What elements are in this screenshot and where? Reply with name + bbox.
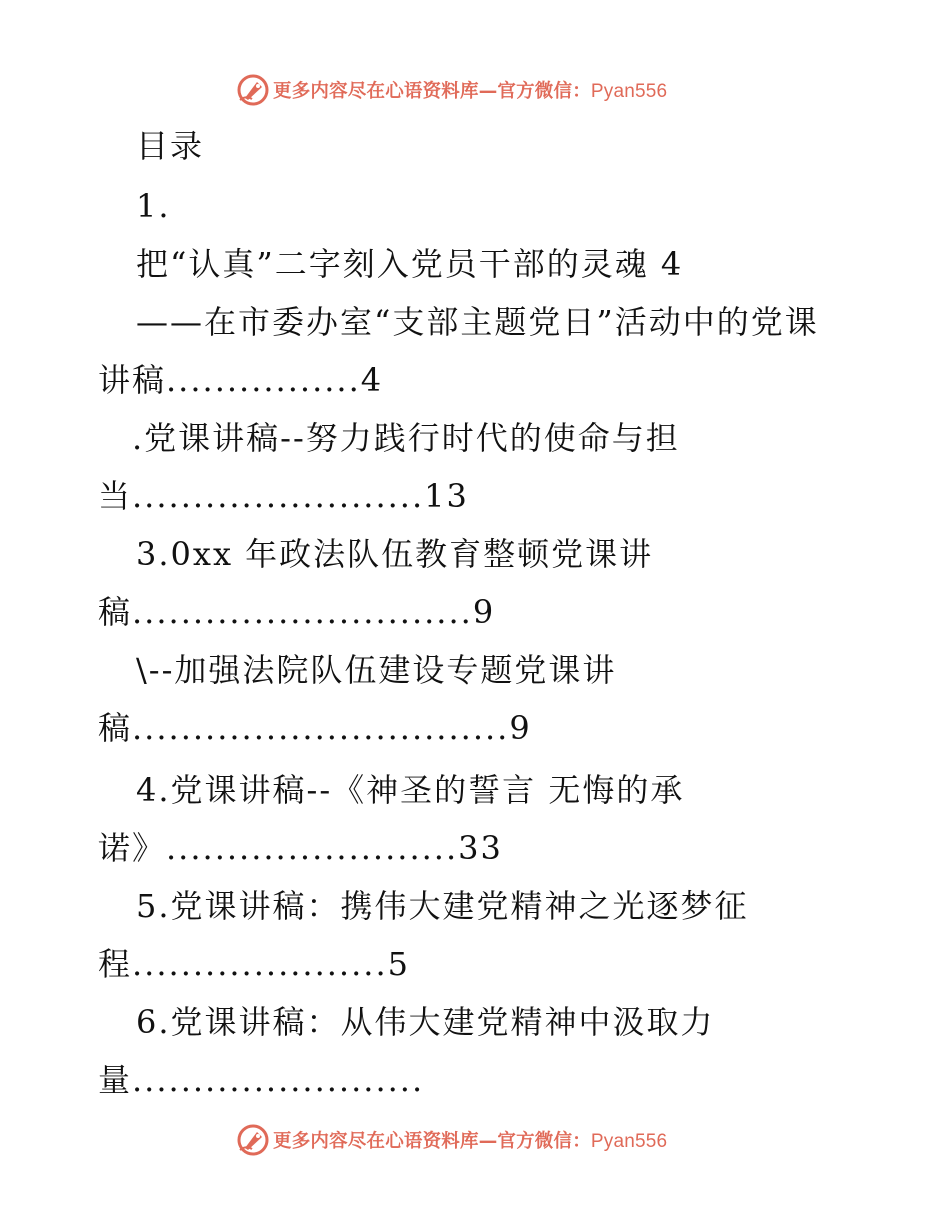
toc-line: 讲稿................4 [98,361,384,399]
toc-line: 程.....................5 [98,945,410,983]
toc-heading: 目录 [136,127,205,165]
toc-line: 稿...............................9 [98,709,532,747]
toc-line: .党课讲稿--努力践行时代的使命与担 [132,419,680,457]
pen-nib-circle-logo-icon [236,1123,270,1157]
watermark-text [273,1127,667,1153]
toc-line: 6.党课讲稿：从伟大建党精神中汲取力 [136,1003,715,1041]
watermark-handle: Pyan556 [590,1131,668,1152]
toc-line: 3.0xx 年政法队伍教育整顿党课讲 [136,535,654,573]
toc-line: 量........................ [98,1061,425,1099]
watermark-label: 更多内容尽在心语资料库—官方微信： [273,1131,591,1152]
toc-line: 把“认真”二字刻入党员干部的灵魂 4 [136,245,684,283]
watermark-handle: Pyan556 [590,81,668,102]
pen-nib-circle-logo-icon [236,73,270,107]
toc-line: 4.党课讲稿--《神圣的誓言 无悔的承 [136,771,685,809]
toc-line: 当........................13 [98,477,469,515]
header-watermark [236,72,667,108]
toc-line: 诺》........................33 [98,829,503,867]
watermark-label: 更多内容尽在心语资料库—官方微信： [273,81,591,102]
toc-line: \--加强法院队伍建设专题党课讲 [136,651,617,689]
footer-watermark [236,1122,667,1158]
toc-line: 稿............................9 [98,593,496,631]
toc-line: 5.党课讲稿：携伟大建党精神之光逐梦征 [136,887,749,925]
toc-line: ——在市委办室“支部主题党日”活动中的党课 [136,303,819,341]
watermark-text [273,77,667,103]
toc-line: 1. [136,187,171,225]
